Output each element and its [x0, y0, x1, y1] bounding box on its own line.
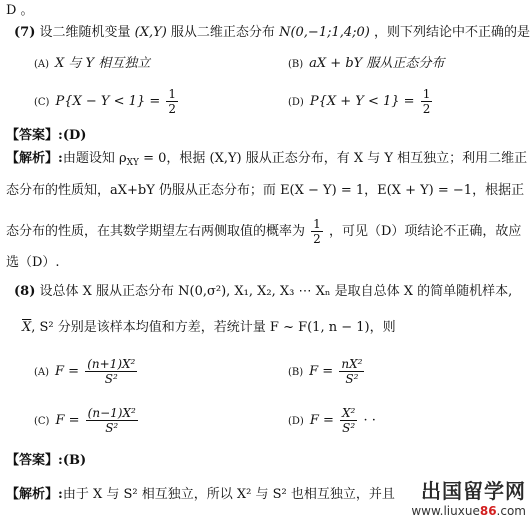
top-fragment: D 。	[6, 3, 34, 18]
site-watermark	[411, 475, 526, 518]
explanation-7-line1: 【解析】:由题设知 $\rho_{XY} = 0$，根据 (X,Y) 服从正态分布，有 X 与 Y 相互独立；利用二维正	[6, 151, 528, 168]
q7-var: (X,Y)	[134, 25, 167, 40]
explanation-label: 【解析】:	[6, 487, 63, 502]
q8-option-c: (C) F = $\frac{\text{(n−1)X²}}{\text{S²}}$	[34, 406, 136, 435]
q7-dist: N(0,−1;1,4;0)	[279, 25, 370, 40]
explanation-7-line4: 选（D）.	[6, 255, 60, 270]
q8-stem-a: (8) 设总体 X 服从正态分布 N(0,σ²), X₁, X₂, X₃ ⋯ Xₙ 是取自总体 X 的简单随机样本,	[14, 284, 513, 299]
option-text: aX + bY 服从正态分布	[309, 56, 445, 71]
option-label: (B)	[288, 59, 304, 70]
explanation-label: 【解析】:	[6, 151, 63, 166]
q7-stem	[14, 24, 530, 42]
q8-option-d: (D) F = $\frac{\text{X²}}{\text{S²}}$ · ·	[288, 406, 376, 435]
explanation-7-line2: 态分布的性质知，aX+bY 仍服从正态分布；而 E(X − Y) = 1，E(X + Y) = −1，根据正	[6, 183, 525, 198]
fraction-half: $\frac{1}{2}$	[168, 87, 176, 116]
q8-number: (8)	[14, 284, 36, 299]
answer-8	[6, 452, 86, 470]
fraction-half: $\frac{1}{2}$	[313, 217, 321, 246]
explanation-7-line3: 态分布的性质，在其数学期望左右两侧取值的概率为 $\frac{1}{2}$ ，可见（D）项结论不正确，故应	[6, 217, 522, 246]
answer-7	[6, 127, 86, 145]
q7-number: (7)	[14, 25, 36, 40]
answer-value: (B)	[62, 453, 87, 468]
option-label: (D)	[288, 97, 304, 108]
q7-option-a	[34, 55, 150, 74]
option-label: (C)	[34, 97, 50, 108]
answer-label: 【答案】:	[6, 453, 63, 468]
option-label: (A)	[34, 59, 50, 70]
option-text: X 与 Y 相互独立	[55, 56, 151, 71]
option-text: P{X + Y < 1} =	[309, 94, 415, 109]
watermark-title: 出国留学网	[421, 479, 526, 503]
q7-option-d	[288, 86, 434, 119]
q8-option-a: (A) F = $\frac{\text{(n+1)X²}}{\text{S²}}$	[34, 357, 136, 386]
answer-value: (D)	[62, 128, 87, 143]
answer-label: 【答案】:	[6, 128, 63, 143]
q7-option-b	[288, 55, 444, 74]
q7-stem-a: 设二维随机变量	[39, 25, 131, 40]
q7-option-c	[34, 86, 180, 119]
q7-stem-c: ，则下列结论中不正确的是	[374, 25, 530, 40]
fraction-half: $\frac{1}{2}$	[422, 87, 431, 116]
option-text: P{X − Y < 1} =	[55, 94, 161, 109]
q8-option-b: (B) F = $\frac{\text{nX²}}{\text{S²}}$	[288, 357, 363, 386]
explanation-8: 【解析】:由于 X 与 S² 相互独立，所以 X² 与 S² 也相互独立，并且	[6, 487, 395, 502]
q7-stem-b: 服从二维正态分布	[170, 25, 275, 40]
watermark-url: www.liuxue86.com	[411, 504, 526, 518]
q8-stem-b: $\overline{X}$, S² 分别是该样本均值和方差，若统计量 F ~ F(1, n − 1)，则	[22, 320, 396, 335]
